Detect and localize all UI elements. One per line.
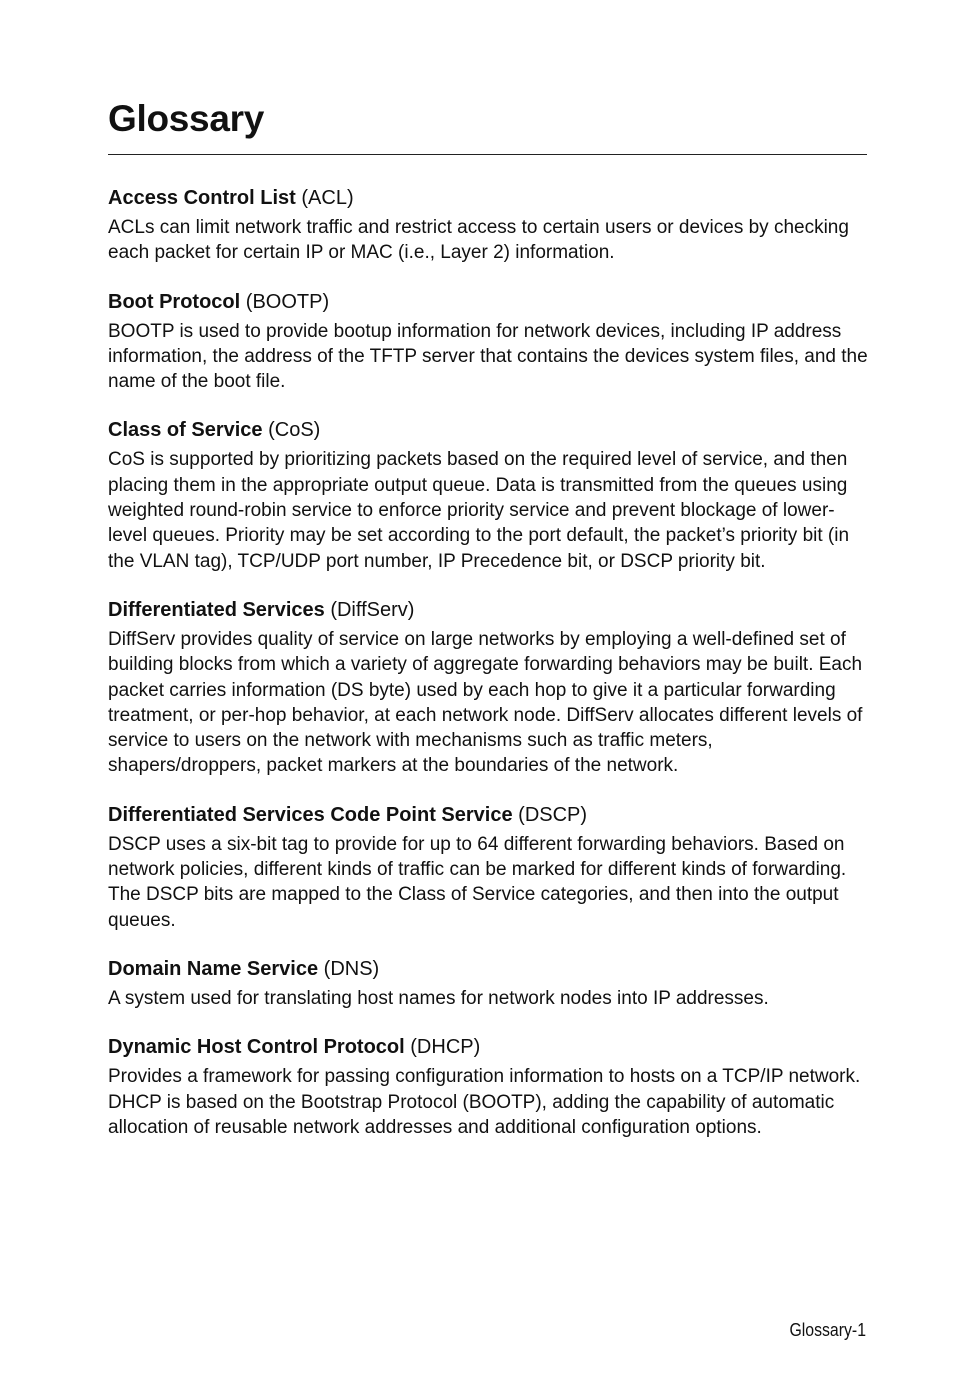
term-name: Differentiated Services Code Point Service: [108, 803, 513, 826]
term-name: Class of Service: [108, 419, 263, 442]
glossary-term: [108, 183, 868, 213]
term-definition: CoS is supported by prioritizing packets based on the required level of service, and then placing them in the appropriate output queue. Data is transmitted from the queues using weighted round-robin service to enforce priority service and prevent blockage of lower-level queues. Priority may be set according to the port default, the packet’s priority bit (in the VLAN tag), TCP/UDP port number, IP Precedence bit, or DSCP priority bit.: [108, 449, 850, 572]
term-definition: BOOTP is used to provide bootup information for network devices, including IP address information, the address of the TFTP server that contains the devices system files, and the name of the boot file.: [108, 320, 868, 393]
term-name: Boot Protocol: [108, 290, 241, 313]
glossary-entry-cos: [108, 415, 868, 573]
term-abbreviation: (DiffServ): [330, 598, 415, 621]
glossary-entry-bootp: [108, 287, 868, 395]
glossary-entry-diffserv: [108, 595, 868, 779]
term-definition: A system used for translating host names for network nodes into IP addresses.: [108, 987, 769, 1009]
page-title: Glossary: [108, 98, 264, 139]
glossary-entry-dhcp: [108, 1032, 868, 1140]
term-abbreviation: (ACL): [301, 187, 354, 209]
term-name: Differentiated Services: [108, 598, 325, 621]
glossary-entry-dns: [108, 954, 868, 1011]
term-definition: DiffServ provides quality of service on large networks by employing a well-defined set of building blocks from which a variety of aggregate forwarding behaviors may be built. Each packet carries information (DS byte) used by each hop to give it a particular forwarding treatment, or per-hop behavior, at each network node. DiffServ allocates different levels of service to users on the network with mechanisms such as traffic meters, shapers/droppers, packet markers at the boundaries of the network.: [108, 628, 863, 777]
term-abbreviation: (DNS): [323, 957, 380, 980]
glossary-term: [108, 415, 868, 445]
glossary-term: [108, 954, 868, 984]
glossary-entries: [108, 183, 868, 1161]
term-name: Access Control List: [108, 187, 296, 209]
term-definition: DSCP uses a six-bit tag to provide for up to 64 different forwarding behaviors. Based on network policies, different kinds of traffic can be marked for different kinds of forwarding. The DSCP bits are mapped to the Class of Service categories, and then into the output queues.: [108, 833, 847, 931]
glossary-entry-acl: [108, 183, 868, 266]
glossary-term: [108, 800, 868, 830]
glossary-entry-dscp: [108, 800, 868, 933]
term-definition: ACLs can limit network traffic and restrict access to certain users or devices by checking each packet for certain IP or MAC (i.e., Layer 2) information.: [108, 217, 849, 264]
term-abbreviation: (DHCP): [410, 1036, 481, 1059]
term-abbreviation: (DSCP): [518, 803, 588, 826]
term-name: Domain Name Service: [108, 957, 319, 980]
page-number: Glossary-1: [789, 1320, 866, 1340]
term-abbreviation: (BOOTP): [245, 290, 330, 313]
term-abbreviation: (CoS): [268, 419, 321, 442]
title-divider: [108, 154, 867, 155]
glossary-term: [108, 1032, 868, 1062]
glossary-term: [108, 595, 868, 625]
glossary-term: [108, 287, 868, 317]
term-definition: Provides a framework for passing configuration information to hosts on a TCP/IP network. DHCP is based on the Bootstrap Protocol (BOOTP), adding the capability of automatic allocation of reusable network addresses and additional configuration options.: [108, 1066, 861, 1138]
term-name: Dynamic Host Control Protocol: [108, 1036, 405, 1059]
